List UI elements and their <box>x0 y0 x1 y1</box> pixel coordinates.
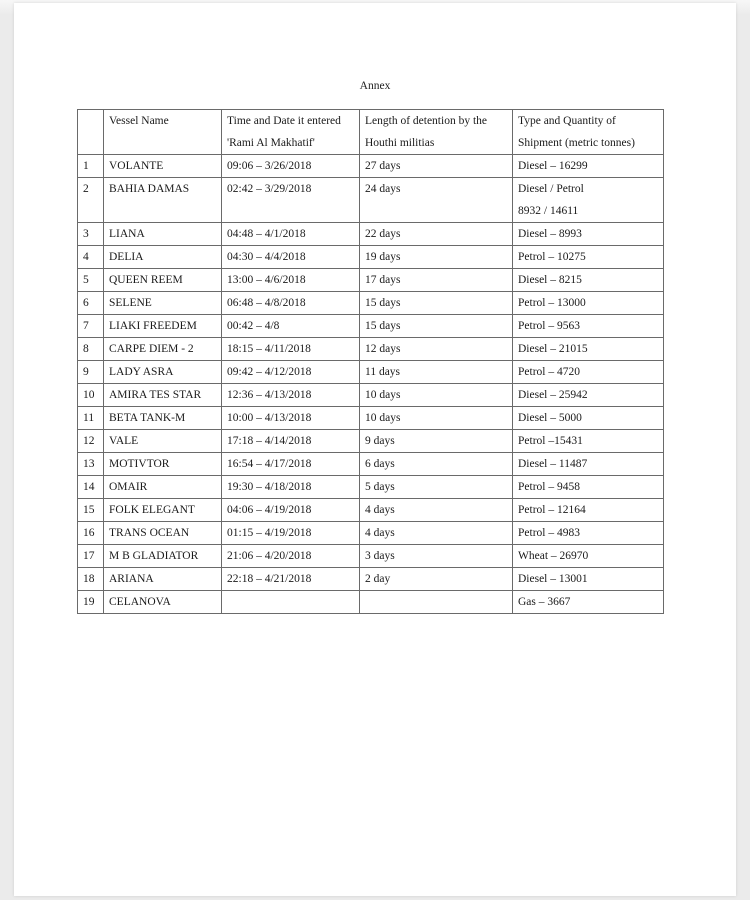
cell-vessel-name <box>104 178 222 223</box>
cell-number-text: 16 <box>83 527 95 539</box>
cell-shipment-text: Petrol – 12164 <box>518 504 586 516</box>
header-vessel-label: Vessel Name <box>109 115 169 127</box>
cell-vessel-name-text: TRANS OCEAN <box>109 527 190 539</box>
cell-shipment <box>513 407 664 430</box>
cell-vessel-name <box>104 407 222 430</box>
cell-number <box>78 269 104 292</box>
table-row <box>78 178 664 223</box>
cell-entered <box>222 499 360 522</box>
cell-shipment <box>513 246 664 269</box>
cell-number-text: 11 <box>83 412 95 424</box>
table-row <box>78 155 664 178</box>
cell-vessel-name <box>104 315 222 338</box>
cell-detention-text: 15 days <box>365 320 401 332</box>
cell-vessel-name <box>104 384 222 407</box>
cell-detention-text: 6 days <box>365 458 395 470</box>
cell-entered <box>222 522 360 545</box>
cell-detention <box>360 315 513 338</box>
cell-detention <box>360 591 513 614</box>
cell-detention <box>360 430 513 453</box>
cell-entered-text: 12:36 – 4/13/2018 <box>227 389 312 401</box>
cell-shipment-quantity-text: 8932 / 14611 <box>518 205 579 217</box>
cell-shipment-text: Diesel – 25942 <box>518 389 588 401</box>
cell-number <box>78 430 104 453</box>
cell-shipment <box>513 476 664 499</box>
cell-entered-text: 02:42 – 3/29/2018 <box>227 183 312 195</box>
cell-number <box>78 545 104 568</box>
cell-shipment-text: Wheat – 26970 <box>518 550 589 562</box>
cell-detention-text: 17 days <box>365 274 401 286</box>
cell-number-text: 6 <box>83 297 89 309</box>
cell-shipment-text: Petrol – 4720 <box>518 366 580 378</box>
cell-number-text: 12 <box>83 435 95 447</box>
cell-shipment <box>513 522 664 545</box>
cell-number-text: 10 <box>83 389 95 401</box>
cell-number-text: 19 <box>83 596 95 608</box>
table-row <box>78 269 664 292</box>
cell-entered <box>222 338 360 361</box>
cell-shipment <box>513 430 664 453</box>
table-row <box>78 246 664 269</box>
cell-number-text: 7 <box>83 320 89 332</box>
cell-detention-text: 4 days <box>365 504 395 516</box>
cell-vessel-name-text: ARIANA <box>109 573 154 585</box>
cell-number <box>78 155 104 178</box>
cell-entered-text: 16:54 – 4/17/2018 <box>227 458 312 470</box>
cell-detention <box>360 269 513 292</box>
header-entered <box>222 110 360 155</box>
cell-shipment-text: Petrol –15431 <box>518 435 583 447</box>
cell-entered <box>222 292 360 315</box>
cell-detention <box>360 522 513 545</box>
header-number <box>78 110 104 155</box>
cell-entered-text: 09:42 – 4/12/2018 <box>227 366 312 378</box>
cell-vessel-name <box>104 545 222 568</box>
cell-vessel-name <box>104 223 222 246</box>
table-row <box>78 361 664 384</box>
cell-number-text: 3 <box>83 228 89 240</box>
cell-vessel-name-text: BETA TANK-M <box>109 412 186 424</box>
header-shipment <box>513 110 664 155</box>
table-row <box>78 591 664 614</box>
cell-shipment-text: Diesel – 8993 <box>518 228 582 240</box>
page-title: Annex <box>359 80 391 92</box>
header-shipment-line1: Type and Quantity of <box>518 115 616 127</box>
table-row <box>78 338 664 361</box>
cell-vessel-name-text: BAHIA DAMAS <box>109 183 190 195</box>
cell-vessel-name-text: VOLANTE <box>109 160 164 172</box>
cell-vessel-name <box>104 292 222 315</box>
cell-number-text: 9 <box>83 366 89 378</box>
cell-entered-text: 09:06 – 3/26/2018 <box>227 160 312 172</box>
cell-shipment <box>513 568 664 591</box>
cell-entered <box>222 315 360 338</box>
cell-vessel-name-text: SELENE <box>109 297 152 309</box>
cell-shipment <box>513 361 664 384</box>
cell-vessel-name <box>104 361 222 384</box>
cell-number-text: 17 <box>83 550 95 562</box>
cell-detention-text: 10 days <box>365 389 401 401</box>
cell-shipment <box>513 178 664 223</box>
cell-detention-text: 9 days <box>365 435 395 447</box>
header-detention-line2: Houthi militias <box>365 137 435 149</box>
cell-entered <box>222 178 360 223</box>
cell-vessel-name-text: CELANOVA <box>109 596 171 608</box>
cell-shipment <box>513 338 664 361</box>
cell-vessel-name <box>104 591 222 614</box>
cell-vessel-name <box>104 155 222 178</box>
cell-entered <box>222 545 360 568</box>
cell-number-text: 14 <box>83 481 95 493</box>
table-body <box>78 155 664 614</box>
table-row <box>78 545 664 568</box>
table-row <box>78 476 664 499</box>
table-row <box>78 223 664 246</box>
cell-entered-text: 19:30 – 4/18/2018 <box>227 481 312 493</box>
cell-entered <box>222 453 360 476</box>
cell-number-text: 15 <box>83 504 95 516</box>
cell-detention <box>360 246 513 269</box>
cell-detention-text: 27 days <box>365 160 401 172</box>
cell-detention-text: 2 day <box>365 573 391 585</box>
cell-detention <box>360 499 513 522</box>
cell-detention-text: 19 days <box>365 251 401 263</box>
cell-entered <box>222 407 360 430</box>
cell-number-text: 13 <box>83 458 95 470</box>
cell-detention <box>360 476 513 499</box>
cell-detention <box>360 338 513 361</box>
header-entered-line1: Time and Date it entered <box>227 115 341 127</box>
cell-shipment <box>513 292 664 315</box>
cell-number <box>78 246 104 269</box>
cell-shipment <box>513 453 664 476</box>
table-row <box>78 315 664 338</box>
cell-entered <box>222 269 360 292</box>
cell-detention-text: 15 days <box>365 297 401 309</box>
cell-number <box>78 499 104 522</box>
cell-entered-text: 17:18 – 4/14/2018 <box>227 435 312 447</box>
cell-shipment-text: Diesel – 21015 <box>518 343 588 355</box>
cell-shipment-text: Petrol – 9458 <box>518 481 580 493</box>
cell-entered <box>222 223 360 246</box>
cell-shipment <box>513 499 664 522</box>
cell-entered <box>222 591 360 614</box>
header-detention <box>360 110 513 155</box>
header-vessel-name <box>104 110 222 155</box>
cell-shipment <box>513 269 664 292</box>
cell-vessel-name-text: VALE <box>109 435 139 447</box>
cell-vessel-name <box>104 522 222 545</box>
cell-vessel-name-text: LIAKI FREEDEM <box>109 320 197 332</box>
cell-shipment <box>513 384 664 407</box>
cell-shipment-text: Diesel – 8215 <box>518 274 582 286</box>
cell-number <box>78 591 104 614</box>
cell-detention <box>360 384 513 407</box>
cell-vessel-name-text: QUEEN REEM <box>109 274 183 286</box>
cell-vessel-name-text: MOTIVTOR <box>109 458 170 470</box>
cell-detention-text: 5 days <box>365 481 395 493</box>
cell-detention-text: 12 days <box>365 343 401 355</box>
cell-entered <box>222 155 360 178</box>
table-row <box>78 292 664 315</box>
cell-number-text: 5 <box>83 274 89 286</box>
cell-vessel-name-text: M B GLADIATOR <box>109 550 199 562</box>
table-header-row <box>78 110 664 155</box>
cell-shipment-text: Diesel – 11487 <box>518 458 588 470</box>
cell-shipment <box>513 591 664 614</box>
cell-vessel-name <box>104 269 222 292</box>
cell-number <box>78 361 104 384</box>
cell-detention <box>360 568 513 591</box>
cell-detention-text: 22 days <box>365 228 401 240</box>
cell-vessel-name <box>104 430 222 453</box>
cell-vessel-name-text: FOLK ELEGANT <box>109 504 195 516</box>
cell-vessel-name-text: CARPE DIEM - 2 <box>109 343 194 355</box>
cell-number <box>78 292 104 315</box>
cell-entered-text: 04:48 – 4/1/2018 <box>227 228 306 240</box>
cell-number-text: 8 <box>83 343 89 355</box>
cell-entered-text: 10:00 – 4/13/2018 <box>227 412 312 424</box>
cell-shipment-text: Gas – 3667 <box>518 596 571 608</box>
cell-vessel-name <box>104 499 222 522</box>
cell-number <box>78 476 104 499</box>
cell-detention <box>360 453 513 476</box>
cell-shipment-text: Petrol – 4983 <box>518 527 580 539</box>
cell-entered-text: 18:15 – 4/11/2018 <box>227 343 311 355</box>
cell-entered <box>222 361 360 384</box>
cell-detention-text: 11 days <box>365 366 401 378</box>
cell-vessel-name-text: OMAIR <box>109 481 148 493</box>
table-row <box>78 407 664 430</box>
header-entered-line2: 'Rami Al Makhatif' <box>227 137 315 149</box>
cell-number <box>78 522 104 545</box>
table-row <box>78 453 664 476</box>
cell-number <box>78 568 104 591</box>
cell-shipment <box>513 545 664 568</box>
cell-vessel-name-text: LADY ASRA <box>109 366 174 378</box>
cell-shipment-text: Petrol – 9563 <box>518 320 580 332</box>
cell-shipment-text: Diesel – 16299 <box>518 160 588 172</box>
cell-detention <box>360 361 513 384</box>
cell-number <box>78 407 104 430</box>
cell-number <box>78 338 104 361</box>
cell-detention <box>360 292 513 315</box>
cell-entered-text: 13:00 – 4/6/2018 <box>227 274 306 286</box>
header-shipment-line2: Shipment (metric tonnes) <box>518 137 635 149</box>
table-row <box>78 384 664 407</box>
cell-vessel-name <box>104 338 222 361</box>
cell-detention <box>360 407 513 430</box>
cell-shipment-text: Diesel / Petrol <box>518 183 584 195</box>
cell-shipment-text: Diesel – 13001 <box>518 573 588 585</box>
cell-vessel-name <box>104 246 222 269</box>
cell-number <box>78 453 104 476</box>
cell-shipment <box>513 155 664 178</box>
cell-detention <box>360 178 513 223</box>
table-row <box>78 568 664 591</box>
header-detention-line1: Length of detention by the <box>365 115 487 127</box>
cell-vessel-name-text: DELIA <box>109 251 144 263</box>
cell-entered <box>222 246 360 269</box>
cell-entered-text: 06:48 – 4/8/2018 <box>227 297 306 309</box>
cell-entered-text: 04:06 – 4/19/2018 <box>227 504 312 516</box>
cell-number <box>78 223 104 246</box>
cell-entered-text: 21:06 – 4/20/2018 <box>227 550 312 562</box>
cell-number-text: 18 <box>83 573 95 585</box>
cell-detention <box>360 545 513 568</box>
cell-entered <box>222 476 360 499</box>
cell-number-text: 2 <box>83 183 89 195</box>
cell-entered-text: 00:42 – 4/8 <box>227 320 280 332</box>
cell-vessel-name-text: AMIRA TES STAR <box>109 389 202 401</box>
cell-shipment-text: Petrol – 13000 <box>518 297 586 309</box>
annex-table <box>77 109 664 614</box>
cell-detention-text: 24 days <box>365 183 401 195</box>
cell-number <box>78 315 104 338</box>
table-row <box>78 522 664 545</box>
cell-detention <box>360 155 513 178</box>
cell-vessel-name <box>104 476 222 499</box>
cell-entered <box>222 568 360 591</box>
cell-shipment <box>513 223 664 246</box>
cell-number <box>78 178 104 223</box>
cell-number <box>78 384 104 407</box>
cell-entered <box>222 430 360 453</box>
cell-entered-text: 04:30 – 4/4/2018 <box>227 251 306 263</box>
cell-shipment-text: Petrol – 10275 <box>518 251 586 263</box>
cell-detention-text: 10 days <box>365 412 401 424</box>
cell-vessel-name-text: LIANA <box>109 228 145 240</box>
cell-entered-text: 22:18 – 4/21/2018 <box>227 573 312 585</box>
cell-vessel-name <box>104 568 222 591</box>
cell-entered-text: 01:15 – 4/19/2018 <box>227 527 312 539</box>
cell-number-text: 4 <box>83 251 89 263</box>
cell-detention <box>360 223 513 246</box>
cell-detention-text: 4 days <box>365 527 395 539</box>
cell-shipment <box>513 315 664 338</box>
cell-number-text: 1 <box>83 160 89 172</box>
cell-shipment-text: Diesel – 5000 <box>518 412 582 424</box>
table-row <box>78 499 664 522</box>
cell-detention-text: 3 days <box>365 550 395 562</box>
cell-entered <box>222 384 360 407</box>
table-row <box>78 430 664 453</box>
cell-vessel-name <box>104 453 222 476</box>
